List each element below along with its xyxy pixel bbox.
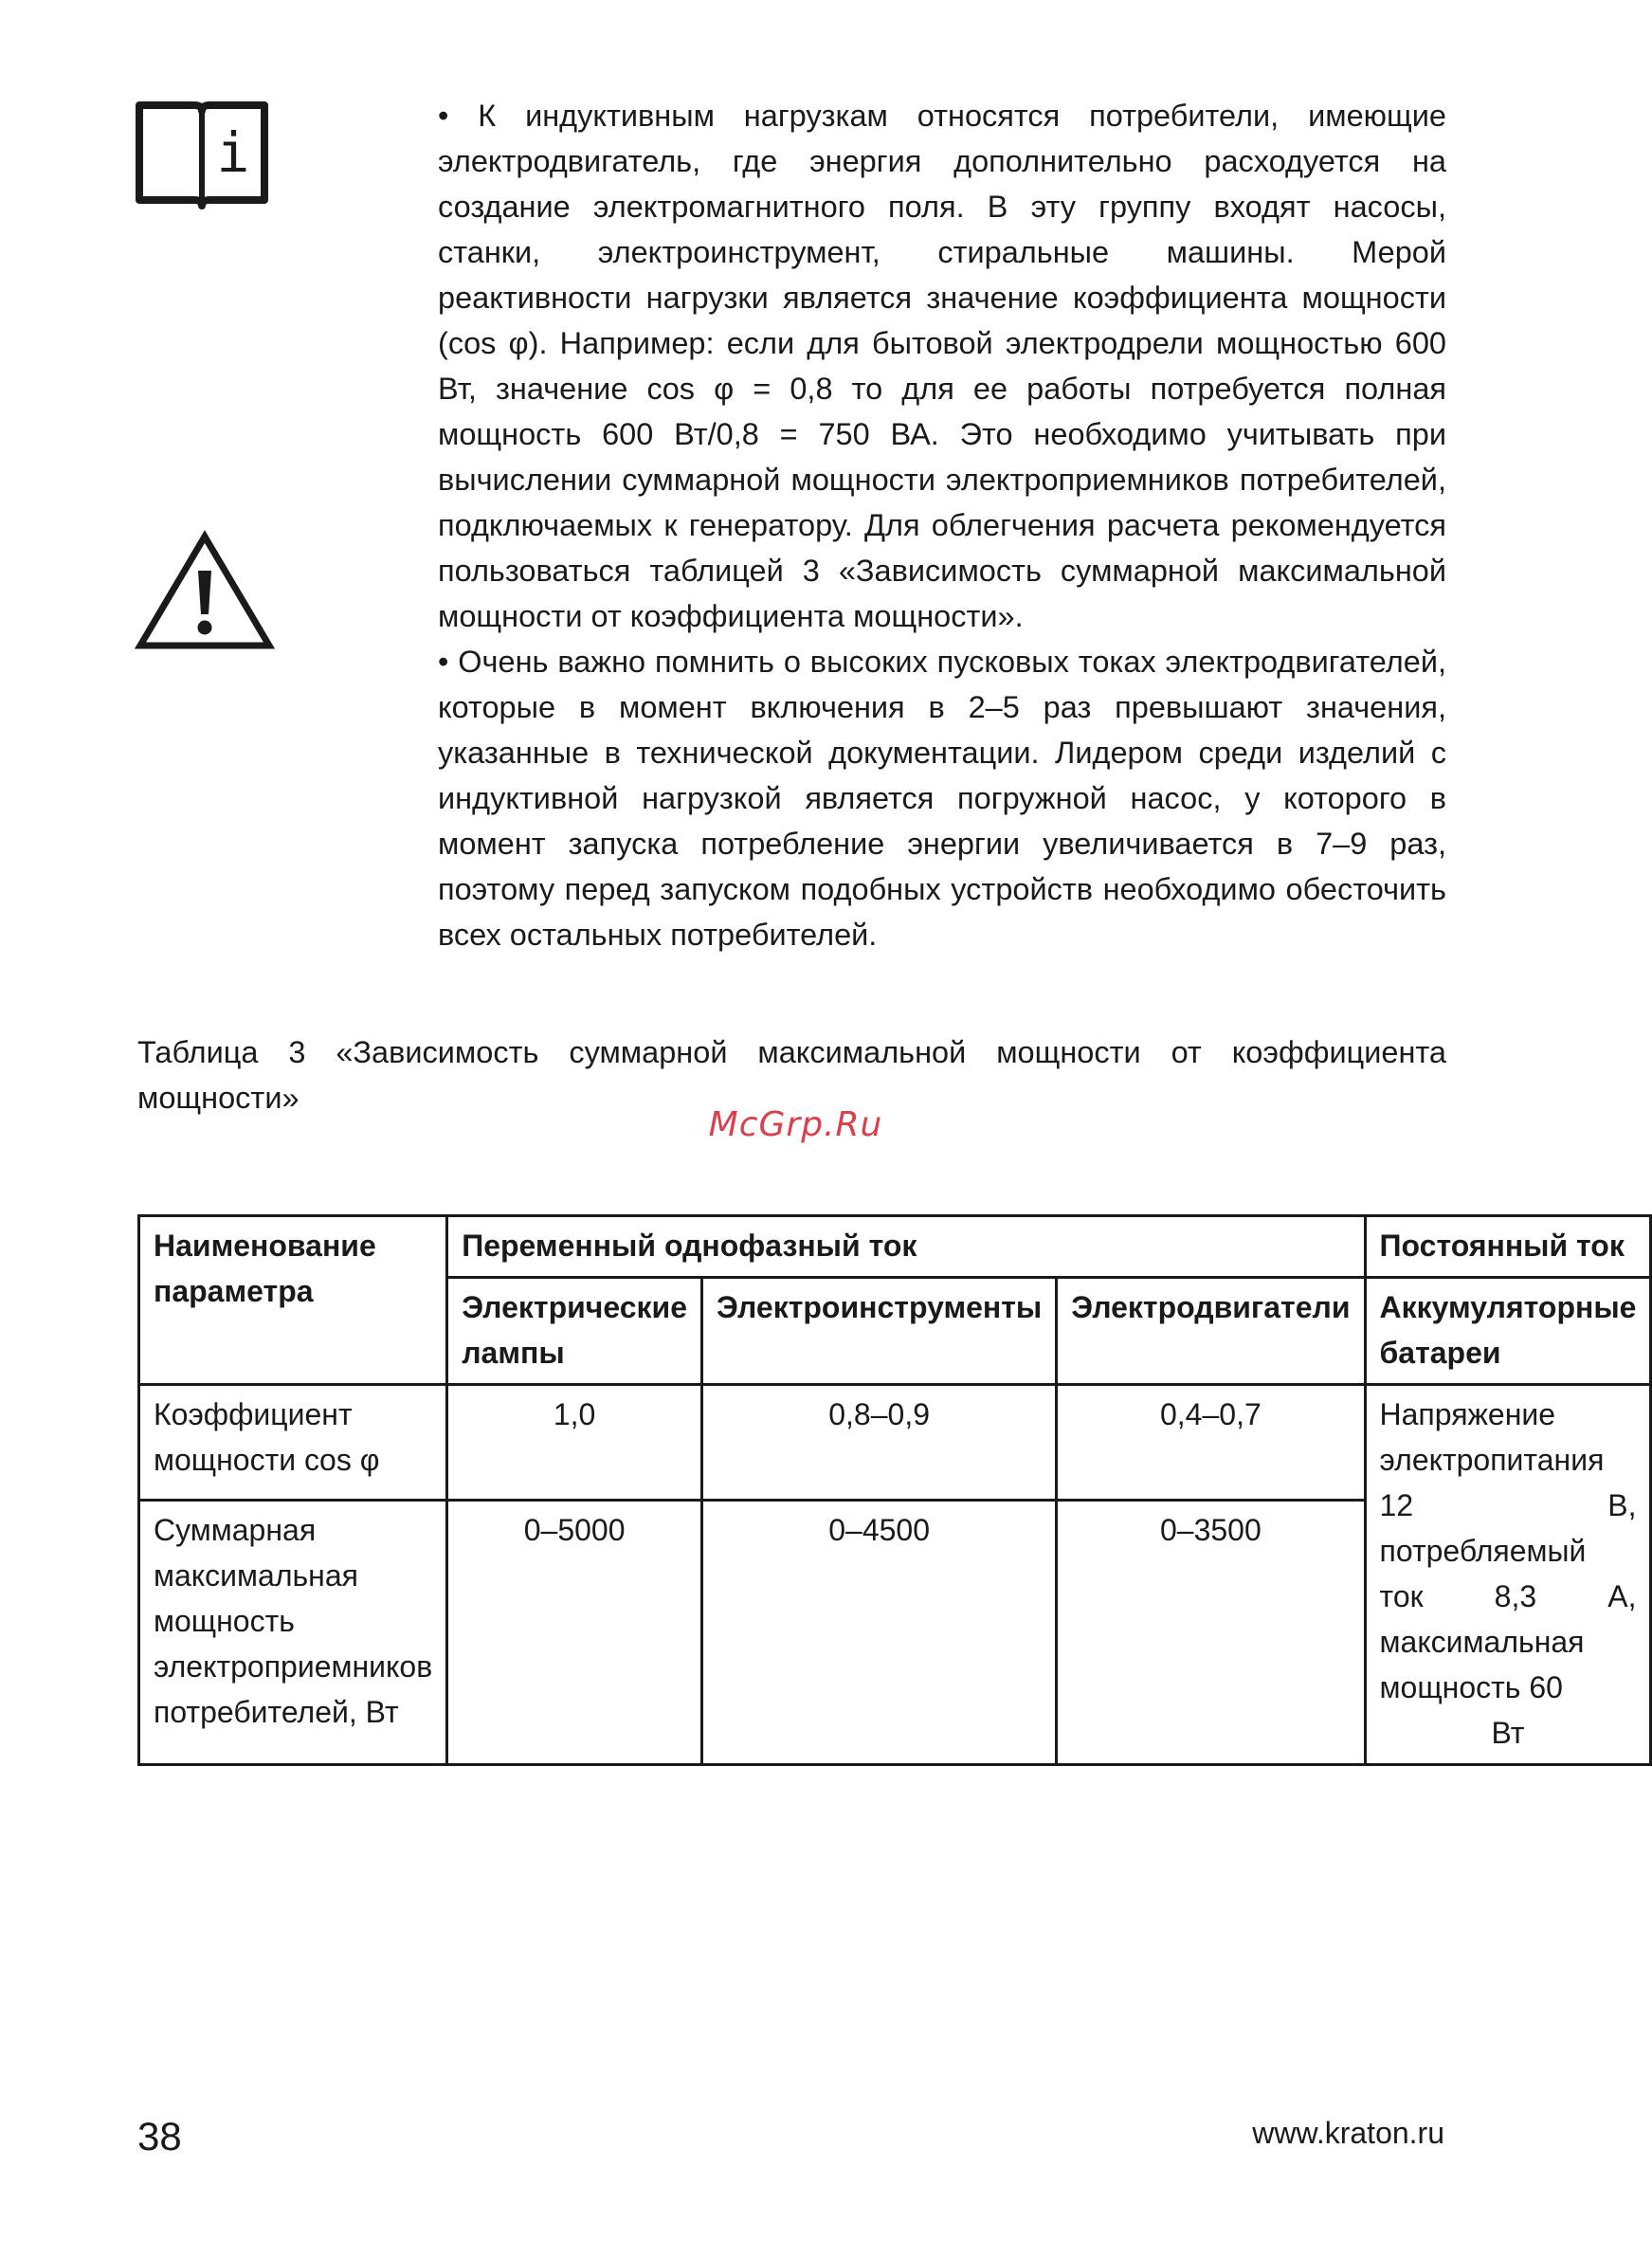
cell-value: 1,0	[447, 1385, 702, 1501]
header-tools: Электроинструменты	[702, 1278, 1057, 1385]
paragraph-starting-currents: • Очень важно помнить о высоких пусковых токах электродвигателей, которые в момент включения в 2–5 раз превышают значения, указанные в технической документации. Лидером среди изделий с индуктивной нагрузкой является погружной насос, у которого в момент запуска потребление энергии увеличивается в 7–9 раз, поэтому перед запуском подобных устройств необходимо обесточить всех остальных потребителей.	[438, 645, 1446, 952]
header-ac: Переменный однофазный ток	[447, 1216, 1365, 1278]
body-text	[438, 93, 1446, 957]
svg-text:i: i	[216, 120, 250, 185]
page-number: 38	[137, 2114, 182, 2158]
cell-value: 0–3500	[1057, 1501, 1365, 1765]
cell-value: 0–4500	[702, 1501, 1057, 1765]
table-header-row	[139, 1216, 1651, 1278]
paragraph-inductive-loads: • К индуктивным нагрузкам относятся потребители, имеющие электродвигатель, где энергия дополнительно расходуется на создание электромагнитного поля. В эту группу входят насосы, станки, электроинструмент, стиральные машины. Мерой реактивности нагрузки является значение коэффициента мощности (cos φ). Например: если для бытовой электродрели мощностью 600 Вт, значение cos φ = 0,8 то для ее работы потребуется полная мощность 600 Вт/0,8 = 750 ВА. Это необходимо учитывать при вычислении суммарной мощности электроприемников потребителей, подключаемых к генератору. Для облегчения расчета рекомендуется пользоваться таблицей 3 «Зависимость суммарной максимальной мощности от коэффициента мощности».	[438, 99, 1446, 633]
watermark: McGrp.Ru	[708, 1105, 883, 1144]
header-motors: Электродвигатели	[1057, 1278, 1365, 1385]
info-book-icon	[136, 98, 268, 208]
row-label: Суммарная максимальная мощность электроприемников потребителей, Вт	[139, 1501, 447, 1765]
table-caption: Таблица 3 «Зависимость суммарной максимальной мощности от коэффициента мощности»	[137, 1035, 1446, 1115]
cell-value: 0,4–0,7	[1057, 1385, 1365, 1501]
row-label: Коэффициент мощности cos φ	[139, 1385, 447, 1501]
header-dc: Постоянный ток	[1365, 1216, 1651, 1278]
cell-value: 0,8–0,9	[702, 1385, 1057, 1501]
footer-url: www.kraton.ru	[1252, 2116, 1444, 2150]
header-lamps: Электрические лампы	[447, 1278, 702, 1385]
header-batteries: Аккумуляторные батареи	[1365, 1278, 1651, 1385]
header-param: Наименование параметра	[139, 1216, 447, 1385]
table-row	[139, 1385, 1651, 1501]
warning-triangle-icon	[136, 531, 274, 650]
dc-note-text: Напряжение электропитания 12 В, потребляемый ток 8,3 А, максимальная мощность 60	[1379, 1397, 1637, 1704]
dc-note-unit: Вт	[1491, 1716, 1525, 1750]
dc-note	[1365, 1385, 1651, 1765]
cell-value: 0–5000	[447, 1501, 702, 1765]
power-factor-table	[137, 1214, 1652, 1766]
